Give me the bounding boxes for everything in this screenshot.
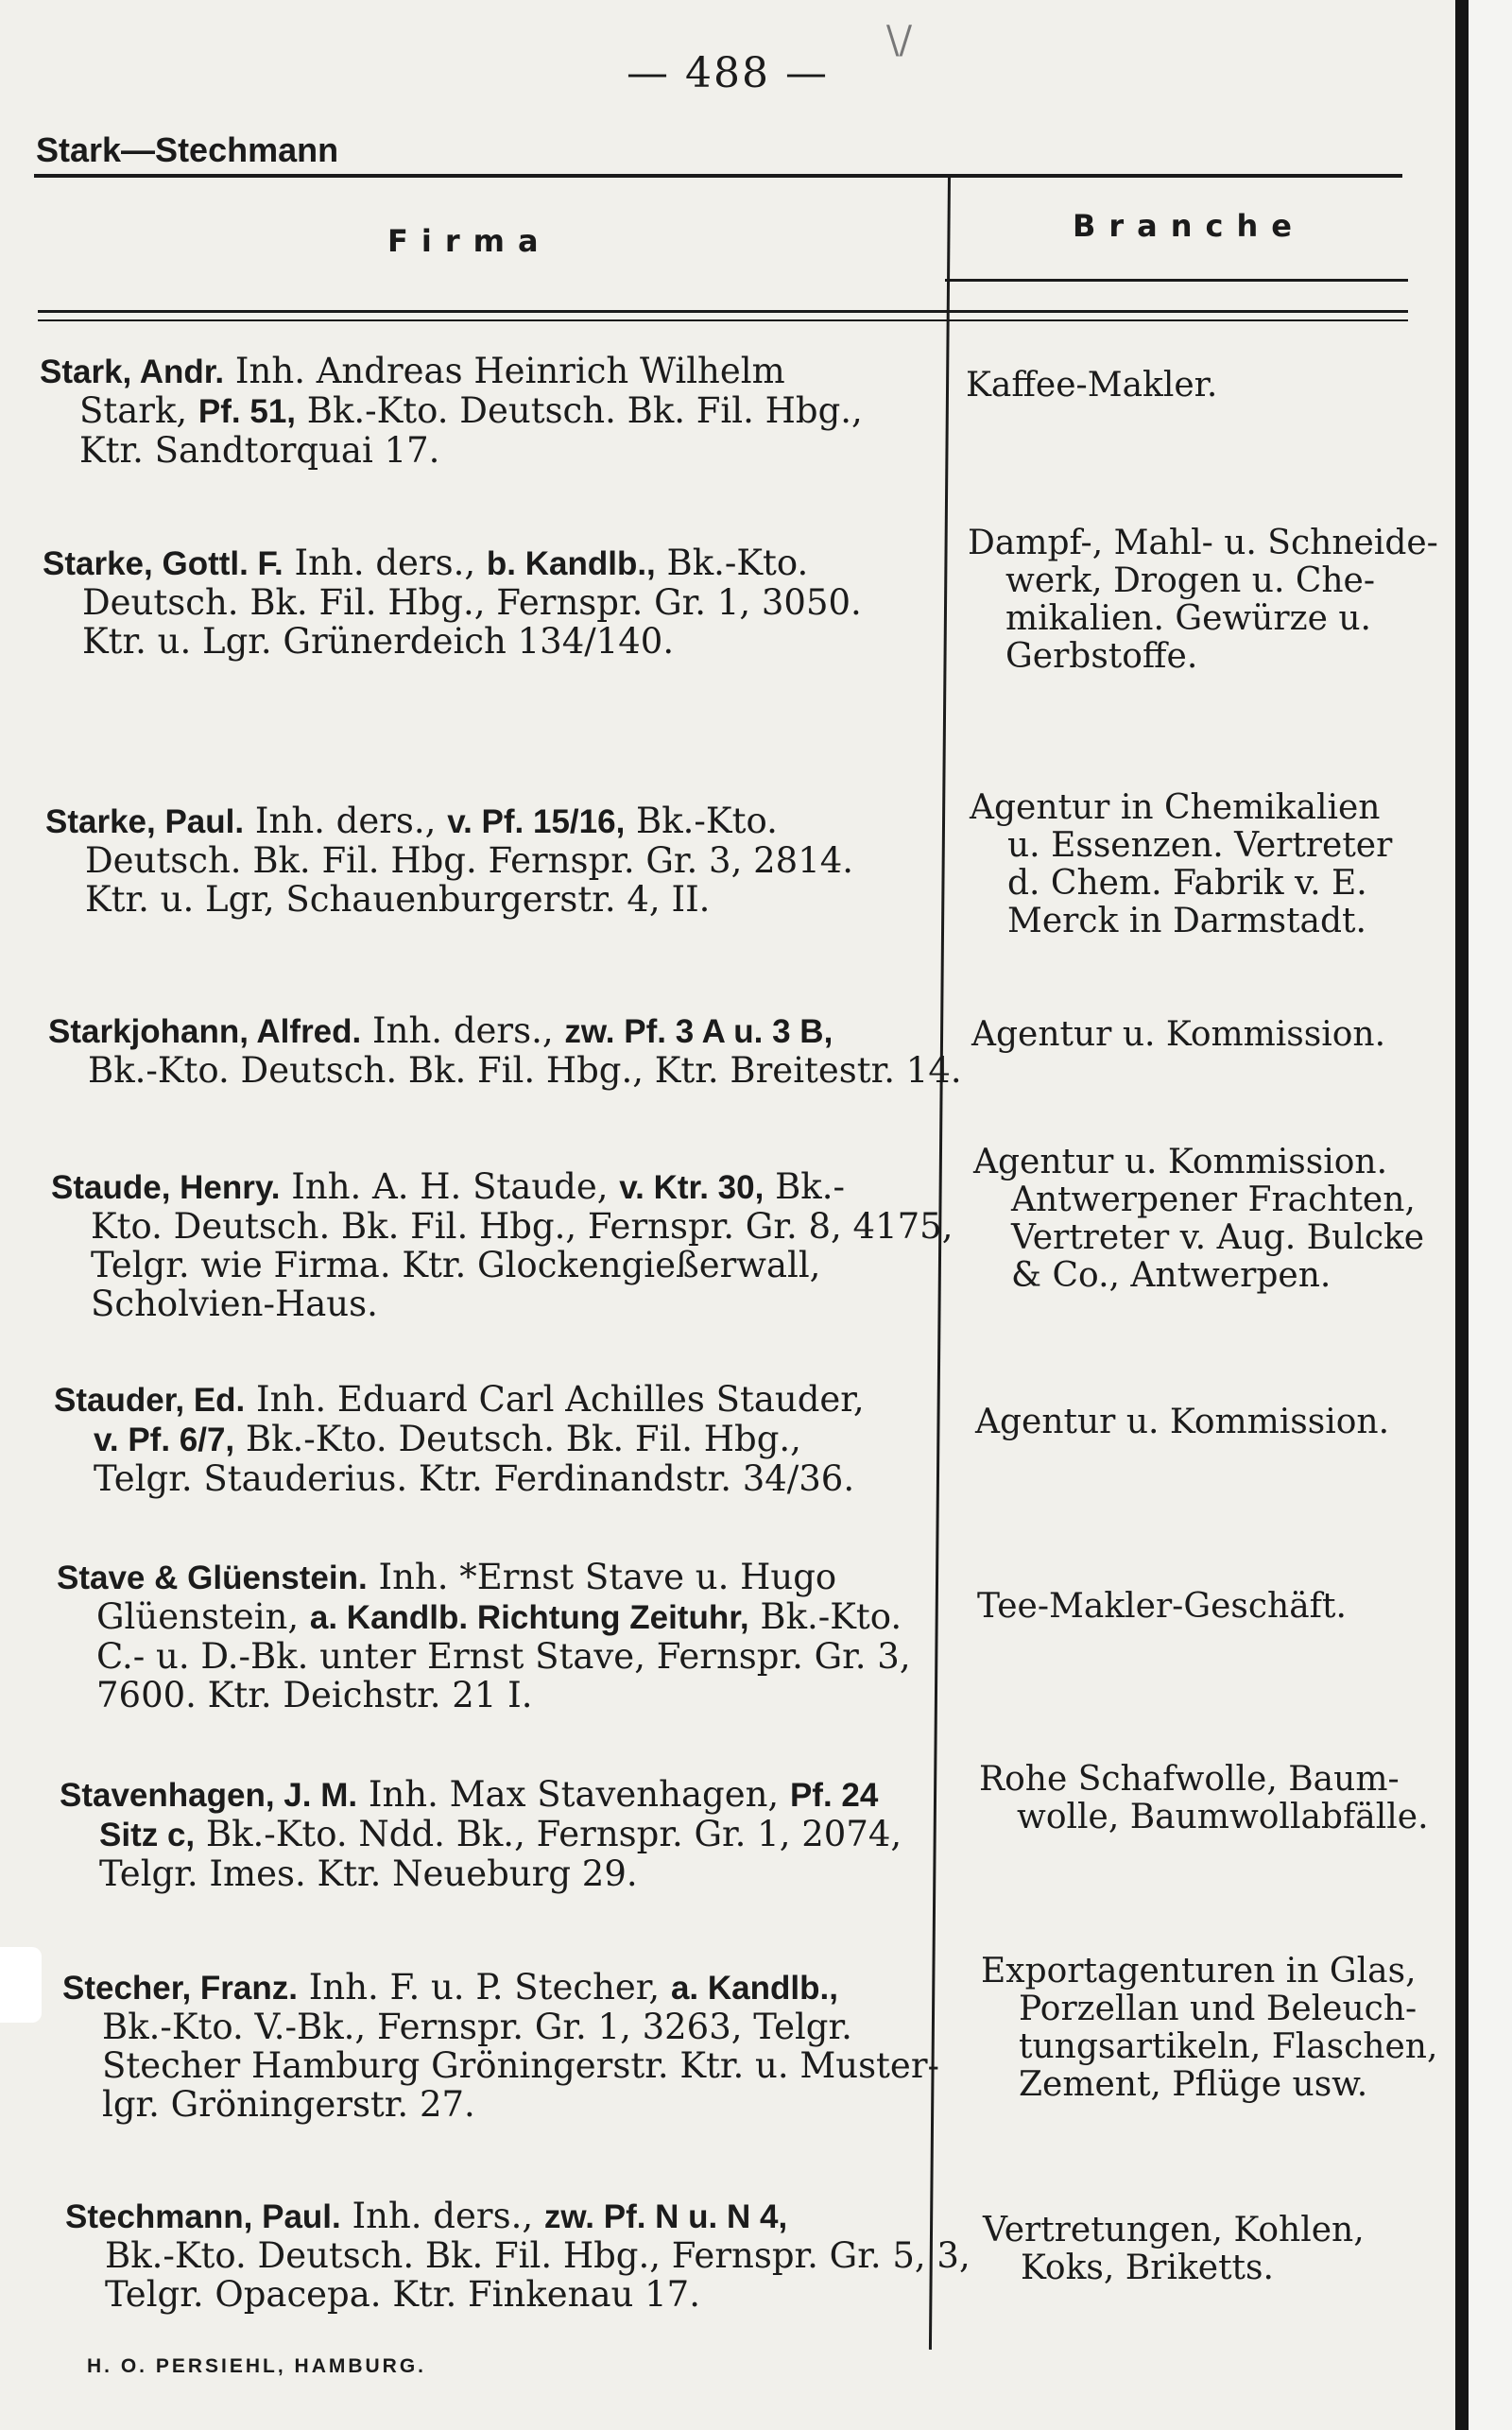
firm-text: C.- u. D.-Bk. unter Ernst Stave, Fernspr. Gr. 3, — [96, 1636, 911, 1677]
column-header-firm: Firma — [387, 223, 552, 259]
firm-text: Inh. Eduard Carl Achilles Stauder, — [245, 1379, 865, 1420]
branch-line: mikalien. Gewürze u. — [1005, 599, 1371, 638]
branch-line: Vertretungen, Kohlen, — [983, 2211, 1365, 2249]
entry-branch — [981, 1953, 1453, 2104]
firm-text: Inh. ders., — [283, 543, 487, 583]
firm-line — [51, 1284, 966, 1323]
branch-line: Dampf-, Mahl- u. Schneide- — [968, 524, 1438, 562]
firm-name: Stauder, Ed. — [54, 1382, 246, 1419]
firm-line — [65, 2275, 980, 2314]
entry-branch — [973, 1144, 1446, 1295]
page-tab — [0, 1947, 42, 2023]
firm-line — [60, 1854, 974, 1893]
firm-line — [60, 1815, 974, 1854]
firm-text: 7600. Ktr. Deichstr. 21 I. — [96, 1675, 533, 1715]
branch-line: Tee-Makler-Geschäft. — [977, 1587, 1347, 1626]
branch-line: Agentur u. Kommission. — [973, 1143, 1388, 1181]
entry-firm — [54, 1380, 969, 1498]
branch-line: Agentur u. Kommission. — [975, 1403, 1390, 1441]
firm-line — [57, 1676, 971, 1715]
firm-name: Stechmann, Paul. — [65, 2198, 341, 2235]
firm-line — [57, 1637, 971, 1676]
firm-text: Telgr. wie Firma. Ktr. Glockengießerwall, — [91, 1245, 821, 1285]
branch-line: Exportagenturen in Glas, — [981, 1952, 1417, 1991]
firm-name: Stark, Andr. — [40, 353, 225, 390]
firm-line — [62, 2085, 977, 2124]
column-header-branch: Branche — [1073, 208, 1305, 244]
firm-name: Stavenhagen, J. M. — [60, 1777, 358, 1814]
firm-name: Starke, Paul. — [45, 803, 245, 840]
branch-line: Agentur u. Kommission. — [971, 1015, 1386, 1054]
firm-name: Staude, Henry. — [51, 1169, 281, 1206]
firm-line — [62, 2046, 977, 2085]
branch-line: wolle, Baumwollabfälle. — [1017, 1798, 1429, 1836]
branch-line: Antwerpener Frachten, — [1011, 1181, 1416, 1219]
firm-line — [57, 1597, 971, 1637]
printer-imprint: H. O. PERSIEHL, HAMBURG. — [87, 2355, 427, 2377]
firm-text: Sitz c, — [99, 1817, 196, 1853]
firm-name: Stecher, Franz. — [62, 1970, 298, 2007]
firm-text: Bk.-Kto. Deutsch. Bk. Fil. Hbg., — [234, 1419, 801, 1459]
entry-branch — [966, 367, 1438, 405]
firm-text: Bk.-Kto. Deutsch. Bk. Fil. Hbg., — [296, 390, 863, 431]
entry-firm — [51, 1167, 966, 1323]
firm-text: v. Pf. 6/7, — [94, 1422, 235, 1458]
firm-text: Scholvien-Haus. — [91, 1284, 378, 1324]
firm-text: zw. Pf. 3 A u. 3 B, — [564, 1013, 833, 1050]
entry-firm — [45, 801, 960, 919]
branch-line: Merck in Darmstadt. — [1007, 902, 1366, 940]
running-head: Stark—Stechmann — [36, 130, 339, 169]
entry-branch — [979, 1761, 1452, 1836]
entry-firm — [60, 1775, 974, 1893]
firm-text: Inh. Andreas Heinrich Wilhelm — [224, 351, 785, 391]
firm-text: Inh. *Ernst Stave u. Hugo — [367, 1557, 837, 1597]
entry-firm — [62, 1968, 977, 2124]
branch-line: tungsartikeln, Flaschen, — [1019, 2027, 1438, 2066]
firm-line — [40, 352, 954, 391]
branch-line: d. Chem. Fabrik v. E. — [1007, 864, 1367, 903]
page-number: — 488 — — [627, 49, 829, 97]
firm-line — [54, 1459, 969, 1498]
firm-text: Kto. Deutsch. Bk. Fil. Hbg., Fernspr. Gr. 8, 4175, — [91, 1206, 954, 1247]
firm-text: Ktr. u. Lgr. Grünerdeich 134/140. — [82, 621, 675, 662]
firm-line — [60, 1775, 974, 1815]
firm-line — [51, 1246, 966, 1284]
firm-line — [45, 801, 960, 841]
branch-line: Agentur in Chemikalien — [970, 788, 1381, 827]
firm-text: a. Kandlb. Richtung Zeituhr, — [309, 1599, 749, 1636]
branch-line: Rohe Schafwolle, Baum- — [979, 1760, 1400, 1799]
branch-line: werk, Drogen u. Che- — [1005, 561, 1376, 600]
firm-line — [48, 1051, 963, 1090]
firm-line — [65, 2197, 980, 2236]
firm-text: Ktr. Sandtorquai 17. — [79, 430, 440, 471]
firm-text: a. Kandlb., — [670, 1970, 838, 2007]
branch-line: Kaffee-Makler. — [966, 366, 1218, 405]
firm-text: Bk.-Kto. V.-Bk., Fernspr. Gr. 1, 3263, Telgr. — [102, 2007, 852, 2047]
firm-text: Telgr. Stauderius. Ktr. Ferdinandstr. 34/36. — [94, 1458, 855, 1499]
firm-text: zw. Pf. N u. N 4, — [543, 2198, 788, 2235]
firm-text: Pf. 51, — [198, 393, 297, 430]
firm-text: Pf. 24 — [789, 1777, 879, 1814]
firm-line — [54, 1420, 969, 1459]
entry-branch — [971, 1016, 1444, 1054]
double-rule-top — [945, 279, 1408, 282]
firm-line — [54, 1380, 969, 1420]
firm-line — [40, 431, 954, 470]
firm-text: Ktr. u. Lgr, Schauenburgerstr. 4, II. — [85, 879, 711, 920]
branch-line: Zement, Pflüge usw. — [1019, 2065, 1368, 2104]
entry-branch — [977, 1588, 1450, 1626]
firm-text: lgr. Gröningerstr. 27. — [102, 2084, 475, 2125]
firm-text: Inh. A. H. Staude, — [280, 1166, 620, 1207]
firm-name: Stave & Glüenstein. — [57, 1560, 368, 1596]
firm-text: Inh. Max Stavenhagen, — [357, 1774, 790, 1815]
double-rule-bottom-2 — [38, 319, 1408, 321]
pencil-mark: \/ — [886, 19, 912, 62]
firm-text: Bk.-Kto. — [625, 801, 778, 841]
branch-line: Gerbstoffe. — [1005, 637, 1198, 676]
firm-text: Inh. ders., — [340, 2196, 544, 2236]
firm-line — [62, 1968, 977, 2008]
entry-branch — [983, 2212, 1455, 2287]
entry-firm — [40, 352, 954, 470]
firm-text: Bk.-Kto. Ndd. Bk., Fernspr. Gr. 1, 2074, — [195, 1814, 902, 1854]
firm-text: Stecher Hamburg Gröningerstr. Ktr. u. Muster- — [102, 2045, 940, 2086]
firm-text: Deutsch. Bk. Fil. Hbg. Fernspr. Gr. 3, 2814. — [85, 840, 854, 881]
branch-line: Porzellan und Beleuch- — [1019, 1990, 1418, 2028]
firm-text: Bk.-Kto. Deutsch. Bk. Fil. Hbg., Fernspr. Gr. 5, 3, — [105, 2235, 971, 2276]
scan-margin — [1469, 0, 1512, 2430]
entry-firm — [43, 543, 957, 661]
firm-text: Inh. ders., — [244, 801, 448, 841]
branch-line: Vertreter v. Aug. Bulcke — [1011, 1218, 1425, 1257]
firm-text: Telgr. Imes. Ktr. Neueburg 29. — [99, 1853, 638, 1894]
firm-line — [43, 583, 957, 622]
firm-text: Telgr. Opacepa. Ktr. Finkenau 17. — [105, 2274, 700, 2315]
firm-text: Stark, — [79, 390, 198, 431]
firm-name: Starkjohann, Alfred. — [48, 1013, 362, 1050]
branch-line: Koks, Briketts. — [1021, 2249, 1274, 2287]
firm-text: Bk.-Kto. — [748, 1596, 902, 1637]
entry-branch — [970, 789, 1442, 940]
firm-line — [62, 2008, 977, 2046]
firm-text: Bk.- — [764, 1166, 845, 1207]
branch-line: & Co., Antwerpen. — [1011, 1256, 1332, 1295]
entry-firm — [57, 1558, 971, 1715]
firm-line — [45, 880, 960, 919]
book-spine-edge — [1455, 0, 1469, 2430]
entry-firm — [48, 1011, 963, 1090]
firm-line — [57, 1558, 971, 1597]
double-rule-bottom — [38, 310, 1408, 313]
firm-text: v. Pf. 15/16, — [447, 803, 626, 840]
firm-text: Glüenstein, — [96, 1596, 310, 1637]
firm-text: b. Kandlb., — [486, 545, 656, 582]
header-rule — [34, 174, 1402, 178]
firm-line — [45, 841, 960, 880]
firm-text: Bk.-Kto. Deutsch. Bk. Fil. Hbg., Ktr. Breitestr. 14. — [88, 1050, 962, 1091]
firm-line — [65, 2236, 980, 2275]
firm-line — [48, 1011, 963, 1051]
firm-text: Inh. ders., — [361, 1010, 565, 1051]
firm-line — [43, 543, 957, 583]
entry-firm — [65, 2197, 980, 2314]
firm-text: Deutsch. Bk. Fil. Hbg., Fernspr. Gr. 1, 3050. — [82, 582, 862, 623]
firm-name: Starke, Gottl. F. — [43, 545, 284, 582]
entry-branch — [968, 525, 1440, 676]
firm-text: Bk.-Kto. — [655, 543, 809, 583]
firm-line — [51, 1207, 966, 1246]
firm-line — [51, 1167, 966, 1207]
firm-line — [40, 391, 954, 431]
firm-line — [43, 622, 957, 661]
branch-line: u. Essenzen. Vertreter — [1007, 826, 1393, 865]
firm-text: Inh. F. u. P. Stecher, — [297, 1967, 671, 2008]
firm-text: v. Ktr. 30, — [619, 1169, 765, 1206]
entry-branch — [975, 1404, 1448, 1441]
